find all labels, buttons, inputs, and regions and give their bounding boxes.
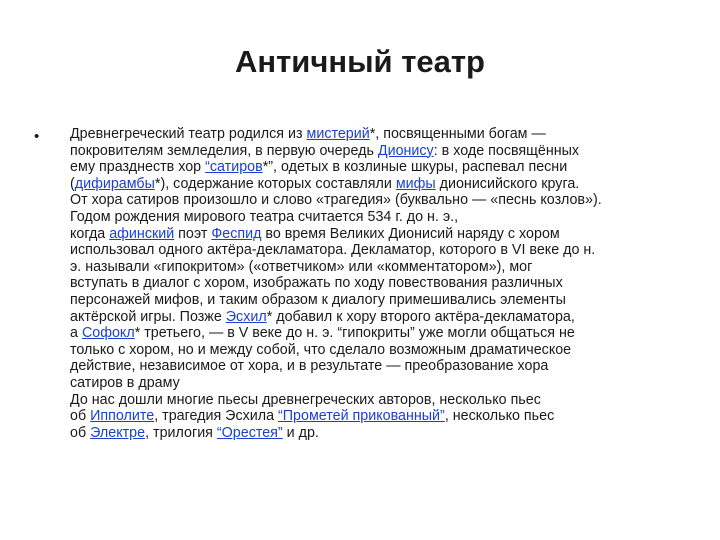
text-segment: актёрской игры. Позже: [70, 308, 226, 325]
text-segment: : в ходе посвящённых: [433, 142, 580, 159]
text-line: [70, 358, 700, 375]
text-line: [70, 292, 700, 309]
link-hippolytus[interactable]: Ипполите: [90, 408, 155, 425]
text-segment: персонажей мифов, и таким образом к диалогу примешивались элементы: [70, 291, 566, 308]
text-segment: *, посвященными богам —: [369, 126, 546, 142]
text-line: [70, 309, 700, 326]
text-line: [70, 226, 700, 243]
text-segment: только с хором, но и между собой, что сделало возможным драматическое: [70, 341, 572, 358]
text-line: [70, 176, 700, 193]
body-paragraph: [70, 126, 700, 441]
link-aeschylus[interactable]: Эсхил: [225, 308, 267, 325]
text-segment: а: [70, 325, 82, 342]
text-segment: , несколько пьес: [444, 408, 555, 425]
text-line: [70, 408, 700, 425]
text-line: [70, 159, 700, 176]
link-dithyrambs[interactable]: дифирамбы: [74, 175, 155, 192]
text-segment: об: [70, 424, 91, 441]
text-segment: э. называли «гипокритом» («ответчиком» или «комментатором»), мог: [70, 258, 533, 275]
text-segment: (: [70, 175, 75, 192]
text-line: [70, 192, 700, 209]
link-oresteia[interactable]: “Орестея”: [216, 424, 283, 441]
text-line: [70, 209, 700, 226]
text-segment: * добавил к хору второго актёра-декламатора,: [266, 308, 575, 325]
text-segment: покровителям земледелия, в первую очередь: [70, 142, 378, 159]
text-segment: и др.: [282, 424, 319, 441]
text-segment: во время Великих Дионисий наряду с хором: [261, 225, 560, 242]
text-segment: использовал одного актёра-декламатора. Декламатор, которого в VI веке до н.: [70, 242, 596, 259]
text-segment: До нас дошли многие пьесы древнегреческих авторов, несколько пьес: [70, 391, 541, 408]
text-segment: Годом рождения мирового театра считается 534 г. до н. э.,: [70, 208, 459, 225]
text-segment: , трилогия: [145, 424, 217, 441]
text-line: [70, 126, 700, 143]
link-satyrs[interactable]: “сатиров: [205, 159, 263, 176]
text-line: [70, 325, 700, 342]
slide-title: Античный театр: [235, 44, 485, 79]
text-segment: сатиров в драму: [70, 374, 180, 391]
text-segment: поэт: [174, 225, 212, 242]
text-segment: От хора сатиров произошло и слово «трагедия» (буквально — «песнь козлов»).: [70, 192, 602, 209]
text-segment: * третьего, — в V веке до н. э. “гипокриты” уже могли общаться не: [134, 325, 575, 342]
text-segment: *”, одетых в козлиные шкуры, распевал песни: [262, 159, 568, 176]
text-segment: ему празднеств хор: [70, 159, 206, 176]
text-line: [70, 275, 700, 292]
text-line: [70, 392, 700, 409]
text-segment: дионисийского круга.: [435, 175, 580, 192]
text-segment: вступать в диалог с хором, изображать по ходу повествования различных: [70, 275, 563, 292]
link-electra[interactable]: Электре: [90, 424, 146, 441]
text-line: [70, 342, 700, 359]
text-segment: действие, независимое от хора, и в результате — преобразование хора: [70, 358, 549, 375]
text-line: [70, 259, 700, 276]
text-line: [70, 425, 700, 442]
text-line: [70, 242, 700, 259]
bullet-marker: •: [34, 128, 40, 145]
link-prometheus-bound[interactable]: “Прометей прикованный”: [278, 408, 445, 425]
text-line: [70, 143, 700, 160]
link-mysteries[interactable]: мистерий: [306, 126, 370, 142]
link-thespis[interactable]: Феспид: [211, 225, 262, 242]
text-line: [70, 375, 700, 392]
link-dionysus[interactable]: Дионису: [377, 142, 434, 159]
text-segment: *), содержание которых составляли: [154, 175, 396, 192]
link-sophocles[interactable]: Софокл: [81, 325, 135, 342]
link-myths[interactable]: мифы: [395, 175, 436, 192]
link-athenian[interactable]: афинский: [109, 225, 175, 242]
text-segment: , трагедия Эсхила: [154, 408, 279, 425]
text-segment: об: [70, 408, 91, 425]
text-segment: Древнегреческий театр родился из: [70, 126, 307, 142]
text-segment: когда: [70, 225, 110, 242]
